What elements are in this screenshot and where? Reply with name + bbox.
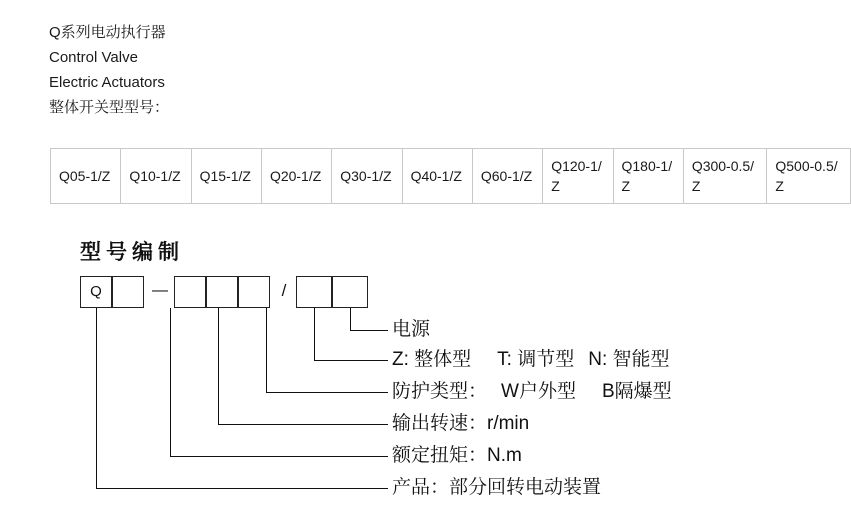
diagram-title: 型号编制 [80, 241, 184, 264]
code-box-7 [332, 276, 368, 308]
heading-line-4: 整体开关型型号： [49, 99, 170, 116]
leader-type-vertical [314, 308, 315, 360]
callout-type-z: Z: 整体型 [392, 349, 472, 370]
table-cell-q40: Q40-1/Z [402, 149, 472, 204]
leader-type-horizontal [314, 360, 388, 361]
leader-protection-vertical [266, 308, 267, 392]
table-cell-q60: Q60-1/Z [472, 149, 542, 204]
leader-product-horizontal [96, 488, 388, 489]
leader-product-vertical [96, 308, 97, 488]
callout-product: 产品：部分回转电动装置 [392, 477, 602, 498]
heading-line-3: Electric Actuators [49, 74, 165, 91]
callout-type-n: N: 智能型 [588, 349, 670, 370]
heading-line-1: Q系列电动执行器 [49, 24, 166, 41]
leader-torque-vertical [170, 308, 171, 456]
callout-type-t: T: 调节型 [497, 349, 575, 370]
callout-speed: 输出转速：r/min [392, 413, 530, 434]
callout-protection [392, 381, 672, 403]
code-box-4 [206, 276, 238, 308]
leader-power-horizontal [350, 330, 388, 331]
callout-power: 电源 [392, 319, 431, 340]
table-cell-q15: Q15-1/Z [191, 149, 261, 204]
callout-protection-label: 防护类型： [392, 381, 488, 402]
callout-protection-w: W户外型 [501, 381, 576, 402]
code-box-3 [174, 276, 206, 308]
code-box-5 [238, 276, 270, 308]
callout-type [392, 349, 670, 371]
heading-line-2: Control Valve [49, 49, 138, 66]
table-cell-q500: Q500-0.5/Z [767, 149, 851, 204]
table-cell-q300: Q300-0.5/Z [683, 149, 767, 204]
leader-power-vertical [350, 308, 351, 330]
leader-speed-vertical [218, 308, 219, 424]
code-box-q: Q [80, 276, 112, 308]
heading-block [49, 20, 649, 120]
table-cell-q10: Q10-1/Z [121, 149, 191, 204]
model-composition-diagram [0, 228, 851, 524]
code-box-6 [296, 276, 332, 308]
table-cell-q120: Q120-1/Z [543, 149, 613, 204]
leader-torque-horizontal [170, 456, 388, 457]
code-dash: — [152, 282, 168, 299]
table-row [51, 149, 851, 204]
callout-protection-b: B隔爆型 [601, 381, 672, 402]
leader-speed-horizontal [218, 424, 388, 425]
table-cell-q20: Q20-1/Z [261, 149, 331, 204]
code-slash: / [281, 281, 287, 300]
model-code-table [50, 148, 851, 204]
callout-torque: 额定扭矩：N.m [392, 445, 522, 466]
code-box-2 [112, 276, 144, 308]
table-cell-q30: Q30-1/Z [332, 149, 402, 204]
table-cell-q05: Q05-1/Z [51, 149, 121, 204]
table-cell-q180: Q180-1/Z [613, 149, 683, 204]
leader-protection-horizontal [266, 392, 388, 393]
